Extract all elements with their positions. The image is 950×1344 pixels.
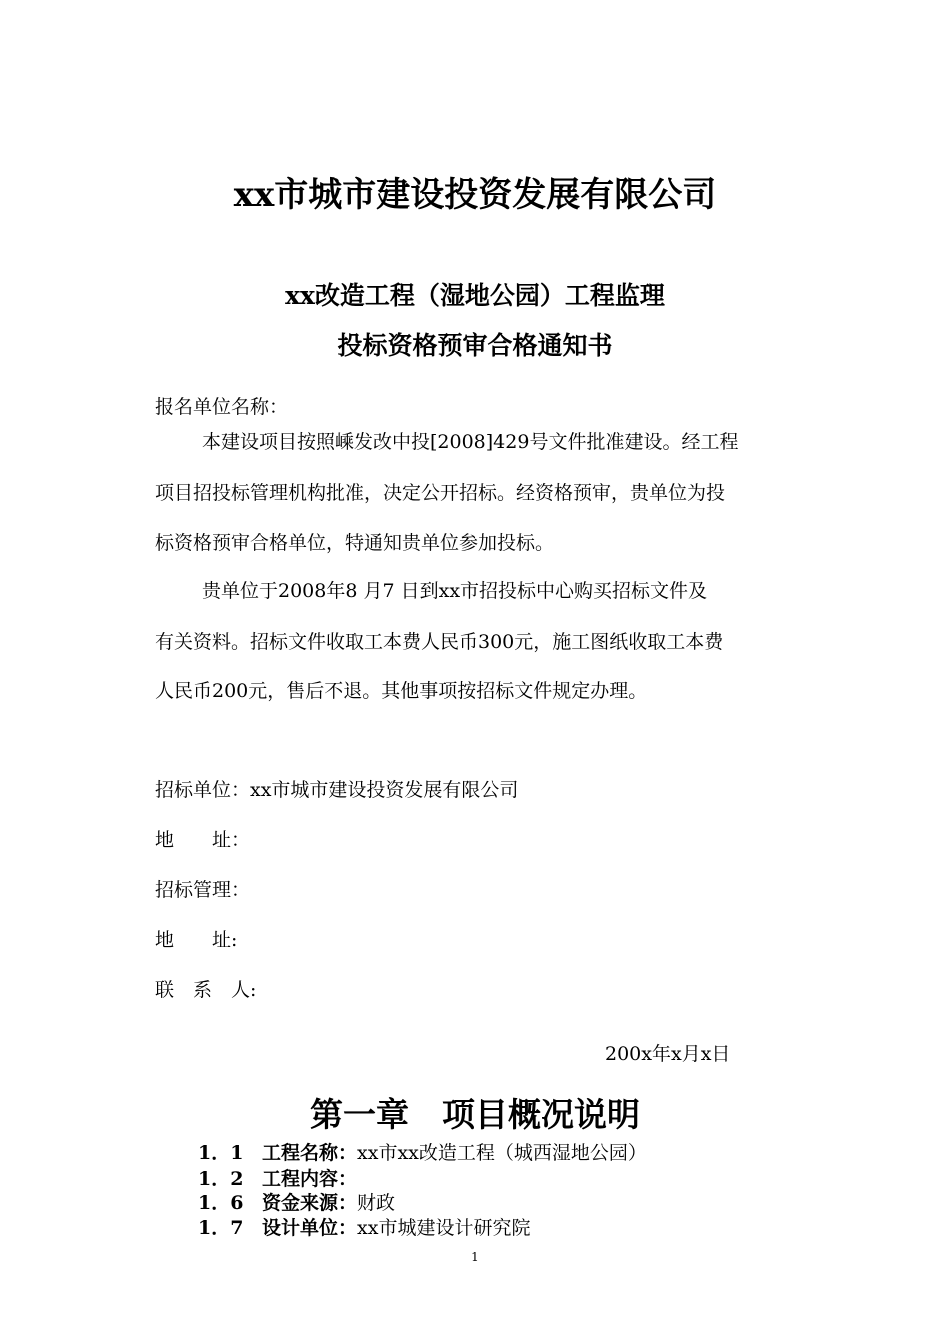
page-number: 1 [471,1250,479,1264]
item-value: 财政 [357,1192,396,1214]
contact-person-line: 联 系 人: [155,979,257,1001]
project-title: xx改造工程（湿地公园）工程监理 [285,281,665,310]
issuer-line: 招标单位：xx市城市建设投资发展有限公司 [155,779,519,801]
paragraph-1-line-2: 项目招投标管理机构批准，决定公开招标。经资格预审，贵单位为投 [155,482,726,504]
paragraph-2-line-3: 人民币200元，售后不退。其他事项按招标文件规定办理。 [155,680,648,702]
overview-item [198,1219,530,1238]
paragraph-2-line-1: 贵单位于2008年8 月7 日到xx市招投标中心购买招标文件及 [202,580,708,602]
company-title: xx市城市建设投资发展有限公司 [233,175,717,215]
item-value: xx市xx改造工程（城西湿地公园） [357,1142,647,1164]
address-line-1: 地 址： [155,829,251,851]
notice-title: 投标资格预审合格通知书 [337,331,613,360]
paragraph-1-line-3: 标资格预审合格单位，特通知贵单位参加投标。 [155,532,555,554]
overview-item [198,1170,357,1189]
issue-date: 200x年x月x日 [605,1043,731,1065]
item-number: 1．6 [198,1192,244,1214]
agency-line: 招标管理： [155,879,251,901]
overview-item [198,1144,647,1163]
address-line-2: 地 址: [155,929,238,951]
item-number: 1．1 [198,1142,244,1164]
item-label: 设计单位： [262,1217,358,1239]
overview-item [198,1194,395,1213]
item-label: 资金来源： [262,1192,358,1214]
item-value: xx市城建设计研究院 [357,1217,531,1239]
item-number: 1．7 [198,1217,244,1239]
chapter-title: 第一章 项目概况说明 [310,1095,640,1134]
item-label: 工程名称： [262,1142,358,1164]
paragraph-1-line-1: 本建设项目按照嵊发改中投[2008]429号文件批准建设。经工程 [202,431,739,453]
paragraph-2-line-2: 有关资料。招标文件收取工本费人民币300元，施工图纸收取工本费 [155,631,724,653]
addressee-line: 报名单位名称： [155,396,289,418]
item-number: 1．2 [198,1168,244,1190]
item-label: 工程内容： [262,1168,358,1190]
